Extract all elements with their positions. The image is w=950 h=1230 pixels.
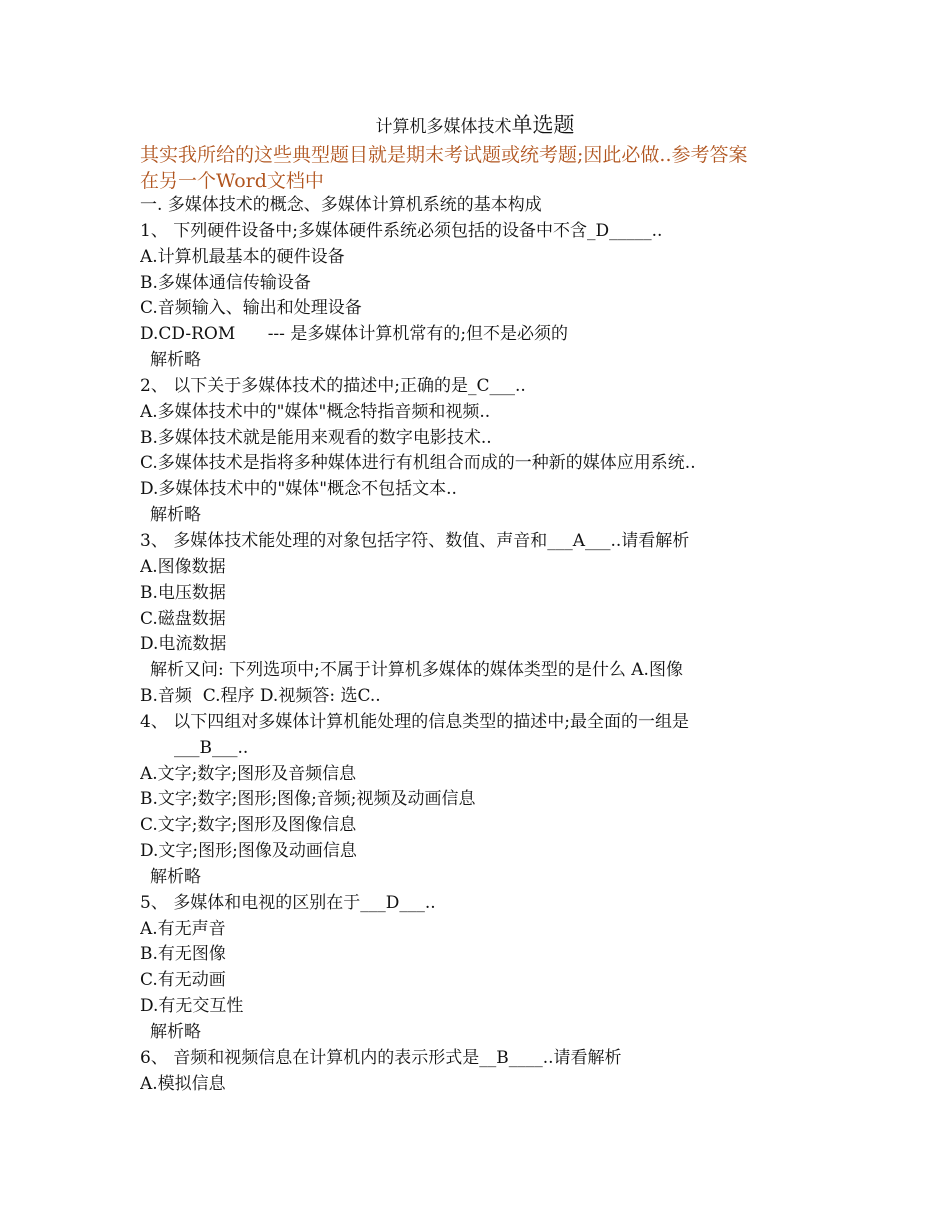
analysis-note: 解析略	[150, 505, 201, 526]
question-6: 6、 音频和视频信息在计算机内的表示形式是__B____..请看解析	[140, 1047, 622, 1068]
option: C.音频输入、输出和处理设备	[140, 298, 362, 319]
option: B.文字;数字;图形;图像;音频;视频及动画信息	[140, 789, 476, 810]
question-5: 5、 多媒体和电视的区别在于___D___..	[140, 892, 436, 913]
intro-line-1: 其实我所给的这些典型题目就是期末考试题或统考题;因此必做..参考答案	[140, 144, 748, 166]
section-heading: 一. 多媒体技术的概念、多媒体计算机系统的基本构成	[140, 195, 542, 215]
option: D.文字;图形;图像及动画信息	[140, 841, 357, 862]
option: C.文字;数字;图形及图像信息	[140, 815, 357, 836]
question-1: 1、 下列硬件设备中;多媒体硬件系统必须包括的设备中不含_D_____..	[140, 220, 663, 241]
title-prefix: 计算机多媒体技术	[375, 117, 512, 137]
option: D.有无交互性	[140, 996, 244, 1017]
analysis-note: 解析略	[150, 1022, 201, 1042]
option: A.多媒体技术中的"媒体"概念特指音频和视频..	[140, 401, 491, 422]
option: B.有无图像	[140, 944, 226, 965]
option: B.电压数据	[140, 582, 226, 603]
question-4: 4、 以下四组对多媒体计算机能处理的信息类型的描述中;最全面的一组是	[140, 711, 689, 732]
option: A.图像数据	[140, 556, 226, 577]
option: A.计算机最基本的硬件设备	[140, 246, 345, 267]
analysis-continuation: B.音频 C.程序 D.视频答: 选C..	[140, 686, 381, 707]
option: A.文字;数字;图形及音频信息	[140, 763, 357, 784]
document-title	[0, 112, 950, 140]
title-suffix: 单选题	[511, 113, 575, 137]
option: C.有无动画	[140, 970, 226, 991]
intro-note	[140, 142, 830, 194]
option: C.多媒体技术是指将多种媒体进行有机组合而成的一种新的媒体应用系统..	[140, 453, 696, 474]
option: C.磁盘数据	[140, 608, 226, 629]
option: B.多媒体通信传输设备	[140, 272, 311, 293]
option: A.有无声音	[140, 918, 226, 939]
analysis-note: 解析又问: 下列选项中;不属于计算机多媒体的媒体类型的是什么 A.图像	[150, 660, 683, 681]
option: D.电流数据	[140, 634, 227, 655]
question-3: 3、 多媒体技术能处理的对象包括字符、数值、声音和___A___..请看解析	[140, 530, 690, 551]
option: B.多媒体技术就是能用来观看的数字电影技术..	[140, 427, 492, 448]
question-4-continuation: ___B___..	[174, 737, 249, 758]
question-2: 2、 以下关于多媒体技术的描述中;正确的是_C___..	[140, 375, 526, 396]
option: A.模拟信息	[140, 1073, 226, 1094]
analysis-note: 解析略	[150, 350, 201, 371]
option: D.多媒体技术中的"媒体"概念不包括文本..	[140, 479, 457, 500]
analysis-note: 解析略	[150, 866, 201, 887]
question-list	[140, 193, 840, 1098]
intro-line-2: 在另一个Word文档中	[140, 170, 324, 192]
option: D.CD-ROM --- 是多媒体计算机常有的;但不是必须的	[140, 324, 569, 345]
